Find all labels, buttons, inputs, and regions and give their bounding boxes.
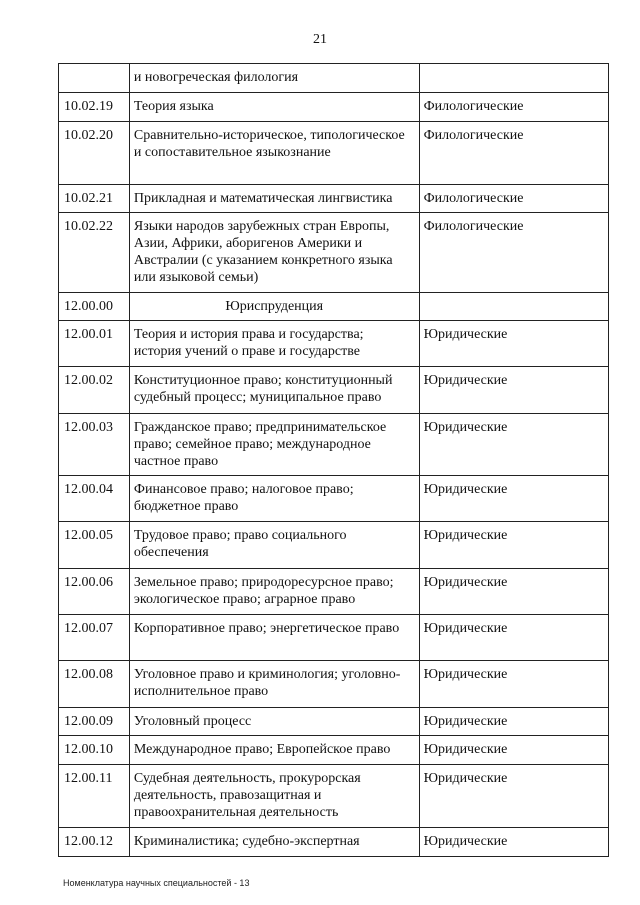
specialty-code-cell: 12.00.03 [59,414,130,476]
table-row [59,64,609,93]
table-row [59,367,609,414]
science-branch-cell: Юридические [419,476,608,522]
specialty-name-cell: Судебная деятельность, прокурорская деятельность, правозащитная и правоохранительная деятельность [129,765,419,828]
table-row [59,321,609,367]
specialty-code-cell: 12.00.05 [59,522,130,569]
table-row [59,569,609,615]
science-branch-cell: Филологические [419,185,608,213]
specialty-table [58,63,609,857]
science-branch-cell: Юридические [419,367,608,414]
specialty-name-cell: Международное право; Европейское право [129,736,419,765]
specialty-name-cell: и новогреческая филология [129,64,419,93]
science-branch-cell [419,293,608,321]
specialty-code-cell: 10.02.20 [59,122,130,185]
table-row [59,522,609,569]
specialty-name-cell: Прикладная и математическая лингвистика [129,185,419,213]
specialty-name-cell: Конституционное право; конституционный судебный процесс; муниципальное право [129,367,419,414]
table-row [59,765,609,828]
specialty-code-cell: 12.00.00 [59,293,130,321]
specialty-name-cell: Уголовное право и криминология; уголовно-исполнительное право [129,661,419,708]
table-row [59,736,609,765]
table-row [59,293,609,321]
table-row [59,185,609,213]
specialty-code-cell: 10.02.19 [59,93,130,122]
specialty-name-cell: Сравнительно-историческое, типологическое и сопоставительное языкознание [129,122,419,185]
specialty-name-cell: Финансовое право; налоговое право; бюджетное право [129,476,419,522]
page-footer: Номенклатура научных специальностей - 13 [63,878,250,888]
specialty-code-cell: 12.00.06 [59,569,130,615]
science-branch-cell: Юридические [419,736,608,765]
specialty-code-cell: 10.02.21 [59,185,130,213]
table-row [59,661,609,708]
science-branch-cell: Филологические [419,122,608,185]
specialty-table-body [59,64,609,857]
specialty-code-cell: 12.00.01 [59,321,130,367]
science-branch-cell: Юридические [419,569,608,615]
science-branch-cell: Филологические [419,93,608,122]
science-branch-cell: Филологические [419,213,608,293]
specialty-name-cell: Гражданское право; предпринимательское право; семейное право; международное частное право [129,414,419,476]
specialty-name-cell: Теория языка [129,93,419,122]
science-branch-cell: Юридические [419,321,608,367]
table-row [59,93,609,122]
specialty-name-cell: Юриспруденция [129,293,419,321]
science-branch-cell: Юридические [419,828,608,857]
science-branch-cell: Юридические [419,414,608,476]
table-row [59,414,609,476]
science-branch-cell: Юридические [419,765,608,828]
specialty-name-cell: Уголовный процесс [129,708,419,736]
science-branch-cell [419,64,608,93]
page-number: 21 [313,32,327,47]
table-row [59,615,609,661]
specialty-code-cell: 12.00.08 [59,661,130,708]
table-row [59,828,609,857]
specialty-code-cell: 10.02.22 [59,213,130,293]
specialty-name-cell: Корпоративное право; энергетическое право [129,615,419,661]
specialty-code-cell: 12.00.04 [59,476,130,522]
specialty-code-cell: 12.00.07 [59,615,130,661]
specialty-name-cell: Земельное право; природоресурсное право; экологическое право; аграрное право [129,569,419,615]
specialty-code-cell: 12.00.12 [59,828,130,857]
specialty-name-cell: Языки народов зарубежных стран Европы, Азии, Африки, аборигенов Америки и Австралии (с указанием конкретного языка или языковой семьи) [129,213,419,293]
table-row [59,708,609,736]
table-row [59,213,609,293]
specialty-code-cell [59,64,130,93]
specialty-name-cell: Криминалистика; судебно-экспертная [129,828,419,857]
specialty-name-cell: Теория и история права и государства; история учений о праве и государстве [129,321,419,367]
table-row [59,122,609,185]
table-row [59,476,609,522]
specialty-code-cell: 12.00.11 [59,765,130,828]
specialty-code-cell: 12.00.10 [59,736,130,765]
specialty-name-cell: Трудовое право; право социального обеспечения [129,522,419,569]
specialty-code-cell: 12.00.02 [59,367,130,414]
specialty-code-cell: 12.00.09 [59,708,130,736]
science-branch-cell: Юридические [419,522,608,569]
science-branch-cell: Юридические [419,661,608,708]
science-branch-cell: Юридические [419,708,608,736]
science-branch-cell: Юридические [419,615,608,661]
